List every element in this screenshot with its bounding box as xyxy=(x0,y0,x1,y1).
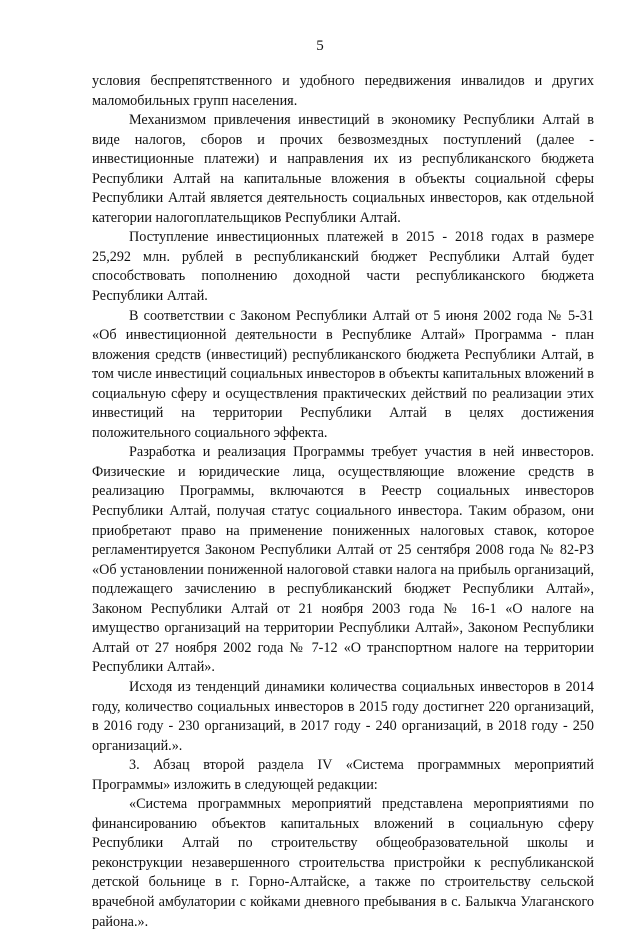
page-number: 5 xyxy=(316,38,324,54)
paragraph-6: Исходя из тенденций динамики количества социальных инвесторов в 2014 году, количество социальных инвесторов в 2015 году достигнет 220 организаций, в 2016 году - 230 организаций, в 2017 году - 240 организаций, в 2018 году - 250 организаций.». xyxy=(92,678,594,754)
paragraph-2: Механизмом привлечения инвестиций в экономику Республики Алтай в виде налогов, сборов и прочих безвозмездных поступлений (далее - инвестиционные платежи) и направления их из республиканского бюджета Республики Алтай на капитальные вложения в объекты социальной сферы Республики Алтай является деятельность социальных инвесторов, как отдельной категории налогоплательщиков Республики Алтай. xyxy=(92,112,594,226)
paragraph-3: Поступление инвестиционных платежей в 2015 - 2018 годах в размере 25,292 млн. рублей в республиканский бюджет Республики Алтай будет способствовать пополнению доходной части республиканского бюджета Республики Алтай. xyxy=(92,229,594,305)
paragraph-1: условия беспрепятственного и удобного передвижения инвалидов и других маломобильных групп населения. xyxy=(92,73,594,109)
paragraph-4: В соответствии с Законом Республики Алтай от 5 июня 2002 года № 5-31 «Об инвестиционной деятельности в Республике Алтай» Программа - план вложения средств (инвестиций) республиканского бюджета Республики Алтай, в том числе инвестиций социальных инвесторов в объекты капитальных вложений в социальную сферу и осуществления практических действий по реализации этих инвестиций на территории Республики Алтай в целях достижения положительного социального эффекта. xyxy=(92,307,594,441)
paragraph-5: Разработка и реализация Программы требует участия в ней инвесторов. Физические и юридические лица, осуществляющие вложение средств в реализацию Программы, включаются в Реестр социальных инвесторов Республики Алтай, получая статус социального инвестора. Таким образом, они приобретают право на применение пониженных налоговых ставок, которое регламентируется Законом Республики Алтай от 25 сентября 2008 года № 82-РЗ «Об установлении пониженной налоговой ставки налога на прибыль организаций, подлежащего зачислению в республиканский бюджет Республики Алтай», Законом Республики Алтай от 21 ноября 2003 года № 16-1 «О налоге на имущество организаций на территории Республики Алтай», Законом Республики Алтай от 27 ноября 2002 года № 7-12 «О транспортном налоге на территории Республики Алтай». xyxy=(92,444,594,676)
paragraph-8: «Система программных мероприятий представлена мероприятиями по финансированию объектов капитальных вложений в социальную сферу Республики Алтай по строительству общеобразовательной школы и реконструкции незавершенного строительства пристройки к республиканской детской больнице в г. Горно-Алтайске, а также по строительству сельской врачебной амбулатории с койками дневного пребывания в с. Балыкча Улаганского района.». xyxy=(92,796,594,930)
document-body xyxy=(92,72,594,932)
paragraph-7: 3. Абзац второй раздела IV «Система программных мероприятий Программы» изложить в следующей редакции: xyxy=(92,757,594,793)
